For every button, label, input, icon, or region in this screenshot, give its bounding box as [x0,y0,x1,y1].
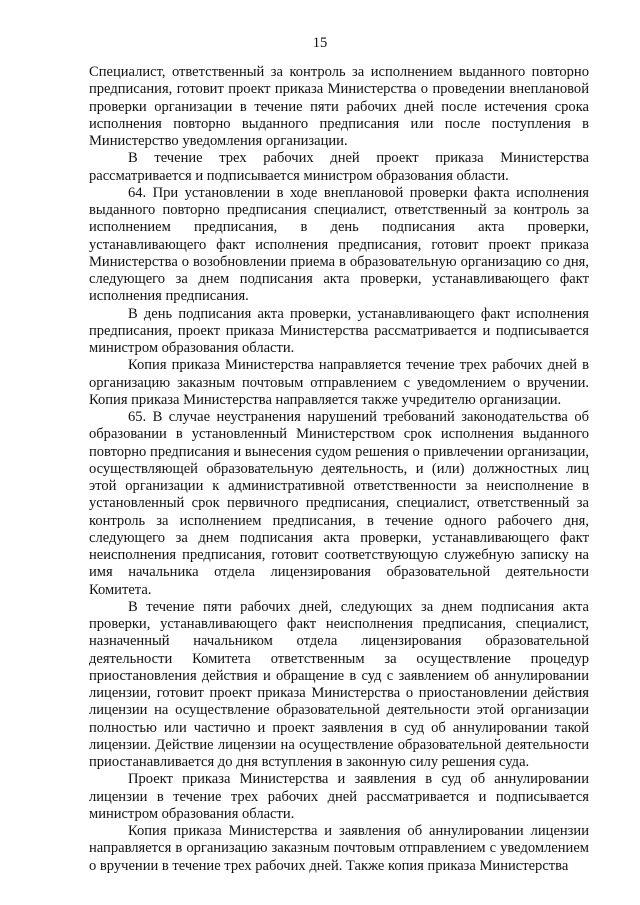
paragraph-clause-65: 65. В случае неустранения нарушений требований законодательства об образовании в установленный Министерством срок исполнения выданного повторно предписания и вынесения судом решения о привлечении организации, осуществляющей образовательную деятельность, и (или) должностных лиц этой организации к административной ответственности за неисполнение в установленный срок первичного предписания, специалист, ответственный за контроль за исполнением предписания, в течение одного рабочего дня, следующего за днем подписания акта проверки, устанавливающего факт неисполнения предписания, готовит соответствующую служебную записку на имя начальника отдела лицензирования образовательной деятельности Комитета. [89,409,589,598]
paragraph-annulment-copy-delivery: Копия приказа Министерства и заявления об аннулировании лицензии направляется в организацию заказным почтовым отправлением с уведомлением о вручении в течение трех рабочих дней. Также копия приказа Министерства [89,823,589,874]
paragraph-court-application-review: Проект приказа Министерства и заявления в суд об аннулировании лицензии в течение трех рабочих дней рассматривается и подписывается министром образования области. [89,771,589,822]
paragraph-specialist-unscheduled-inspection: Специалист, ответственный за контроль за исполнением выданного повторно предписания, готовит проект приказа Министерства о проведении внеплановой проверки организации в течение пяти рабочих дней после истечения срока исполнения повторно выданного предписания или после поступления в Министерство уведомления организации. [89,64,589,149]
paragraph-order-review-three-days: В течение трех рабочих дней проект приказа Министерства рассматривается и подписывается министром образования области. [89,150,589,184]
paragraph-license-suspension: В течение пяти рабочих дней, следующих за днем подписания акта проверки, устанавливающего факт неисполнения предписания, специалист, назначенный начальником отдела лицензирования образовательной деятельности Комитета ответственным за осуществление процедур приостановления действия и обращение в суд с заявлением об аннулировании лицензии, готовит проект приказа Министерства о приостановлении действия лицензии на осуществление образовательной деятельности этой организации полностью или частично и проект заявления в суд об аннулировании такой лицензии. Действие лицензии на осуществление образовательной деятельности приостанавливается до дня вступления в законную силу решения суда. [89,598,589,770]
paragraph-order-copy-delivery: Копия приказа Министерства направляется течение трех рабочих дней в организацию заказным почтовым отправлением с уведомлением о вручении. Копия приказа Министерства направляется также учредителю организации. [89,357,589,408]
paragraph-signing-day: В день подписания акта проверки, устанавливающего факт исполнения предписания, проект приказа Министерства рассматривается и подписывается министром образования области. [89,305,589,356]
page-number: 15 [312,35,328,51]
paragraph-clause-64: 64. При установлении в ходе внеплановой проверки факта исполнения выданного повторно предписания специалист, ответственный за контроль за исполнением предписания, в день подписания акта проверки, устанавливающего факт исполнения предписания, готовит проект приказа Министерства о возобновлении приема в образовательную организацию со дня, следующего за днем подписания акта проверки, устанавливающего факт исполнения предписания. [89,184,589,305]
document-body [89,64,589,875]
